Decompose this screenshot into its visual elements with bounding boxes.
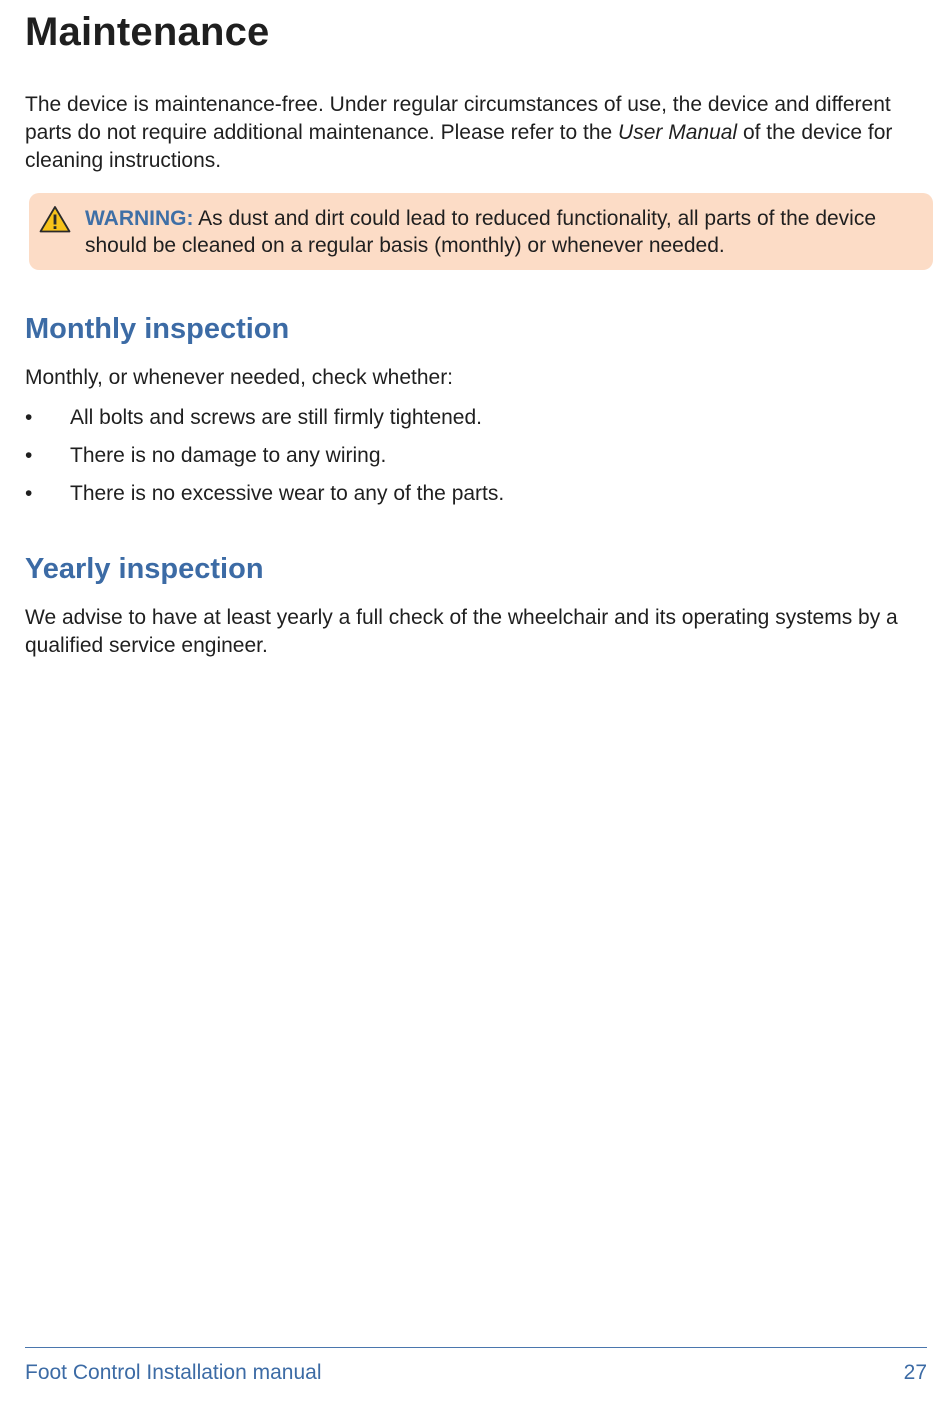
monthly-inspection-intro: Monthly, or whenever needed, check whether: — [25, 366, 454, 389]
footer-page-number: 27 — [903, 1361, 927, 1384]
list-item-text: All bolts and screws are still firmly tightened. — [70, 406, 482, 429]
warning-box — [29, 193, 933, 270]
footer-divider — [25, 1347, 927, 1348]
intro-text-before: The device is maintenance-free. Under regular circumstances of use, the device and different parts do not require additional maintenance. Please refer to the — [25, 93, 891, 144]
warning-label: WARNING: — [85, 207, 194, 230]
footer-document-title: Foot Control Installation manual — [25, 1361, 322, 1384]
user-manual-reference: User Manual — [618, 121, 738, 144]
intro-text-after: of the device for cleaning instructions. — [25, 121, 893, 172]
warning-message: As dust and dirt could lead to reduced functionality, all parts of the device should be cleaned on a regular basis (monthly) or whenever needed. — [85, 207, 877, 257]
page-title: Maintenance — [25, 10, 270, 54]
bullet-mark: • — [25, 482, 33, 505]
intro-paragraph — [25, 91, 925, 175]
yearly-inspection-heading: Yearly inspection — [25, 553, 264, 585]
warning-text — [85, 205, 931, 259]
yearly-inspection-text: We advise to have at least yearly a full check of the wheelchair and its operating systems by a qualified service engineer. — [25, 606, 898, 657]
list-item-text: There is no excessive wear to any of the parts. — [70, 482, 505, 505]
monthly-inspection-heading: Monthly inspection — [25, 313, 290, 345]
bullet-mark: • — [25, 406, 33, 429]
warning-triangle-icon — [39, 205, 71, 233]
bullet-mark: • — [25, 444, 33, 467]
list-item-text: There is no damage to any wiring. — [70, 444, 387, 467]
